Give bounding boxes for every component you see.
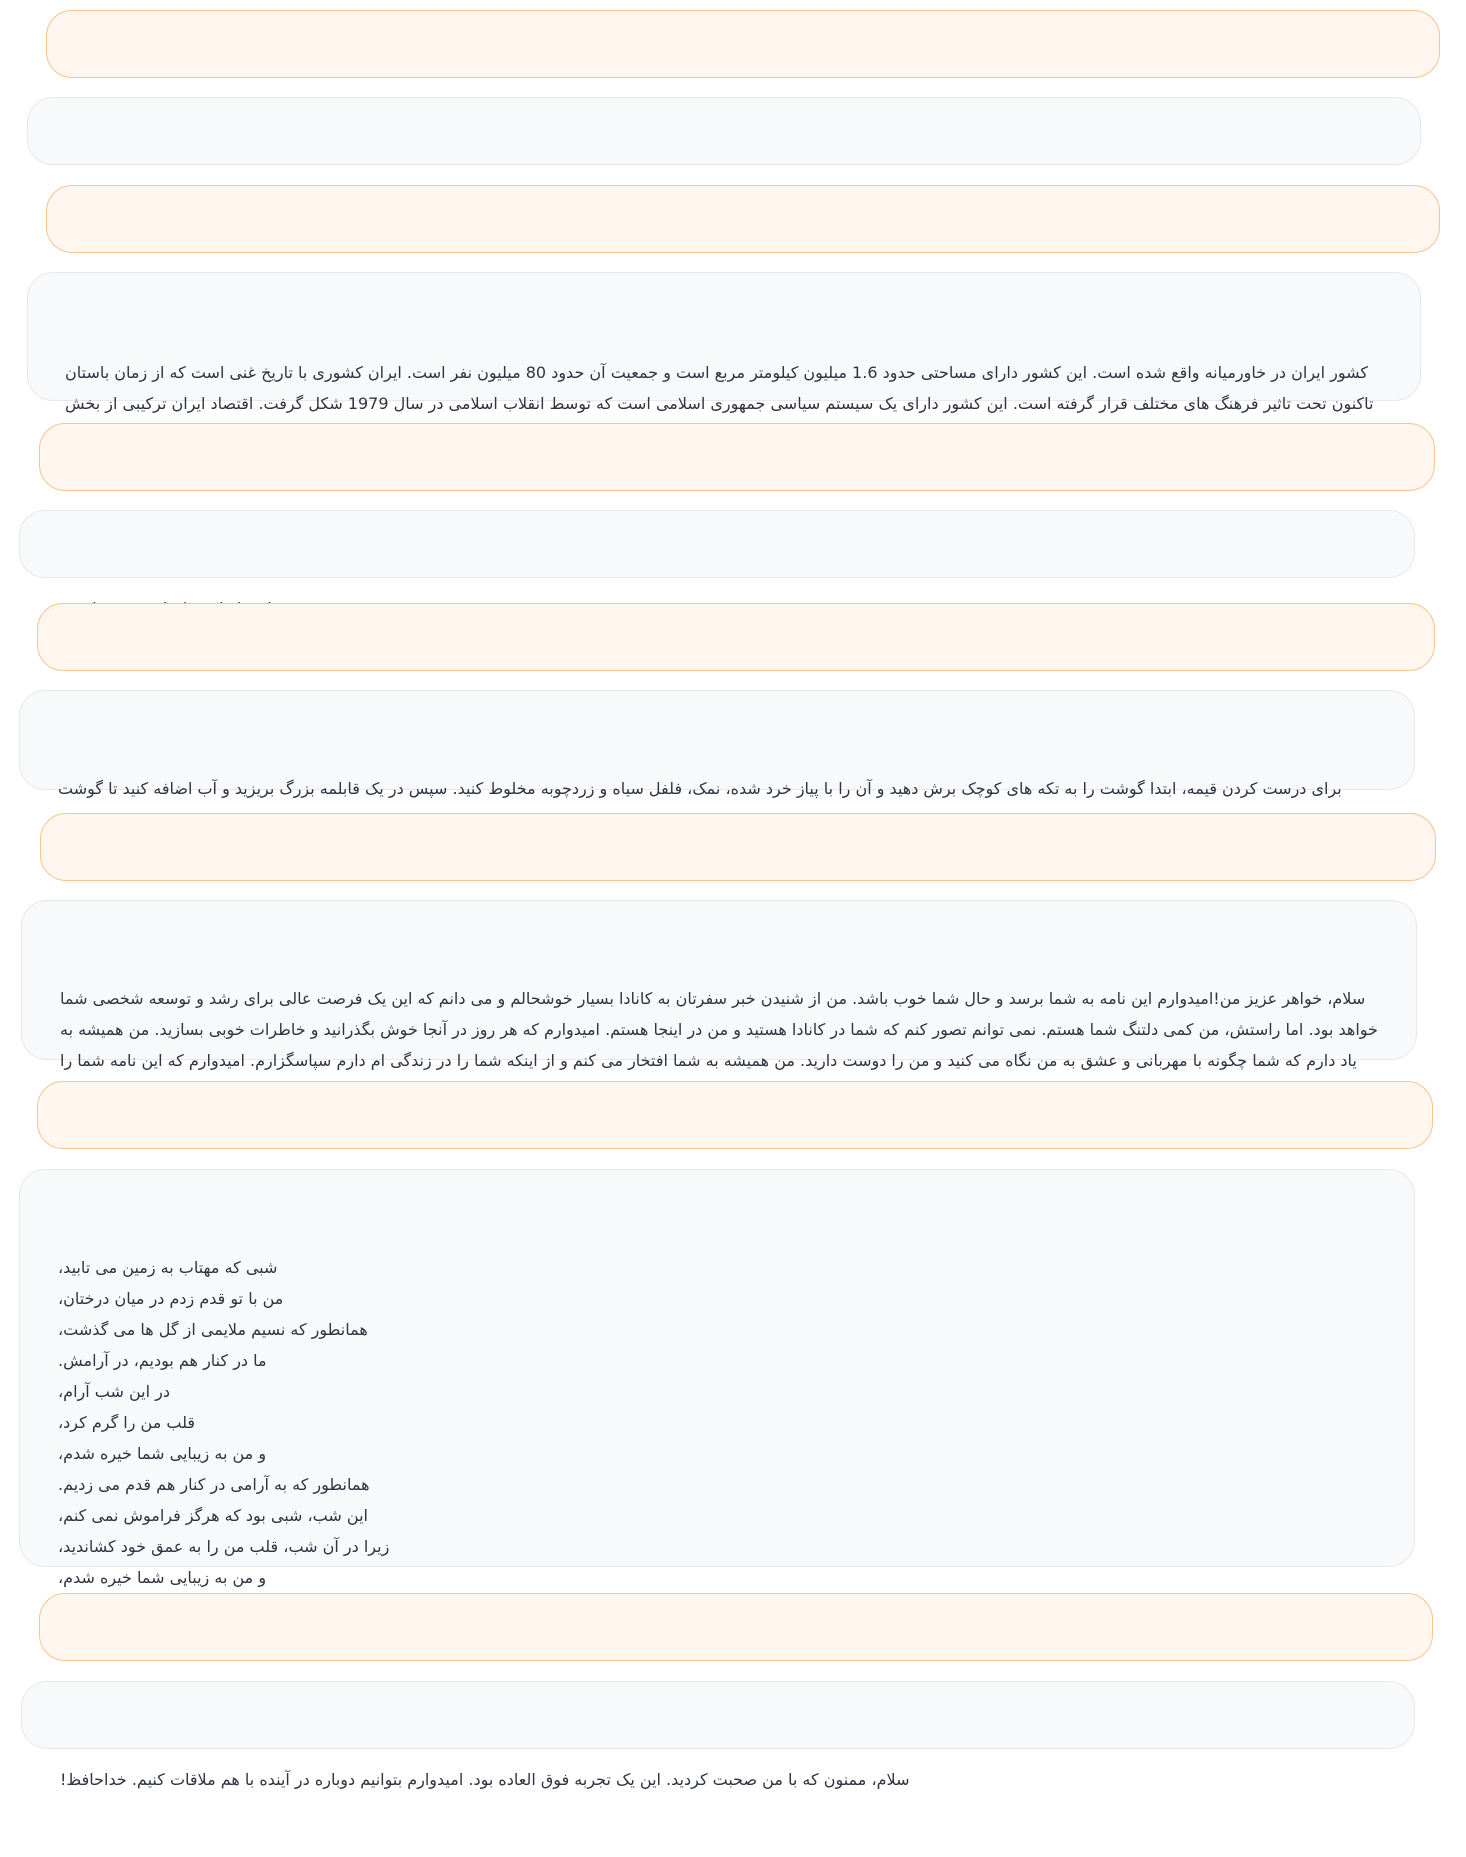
assistant-message [27, 272, 1421, 413]
user-message [46, 185, 1440, 253]
message-text: ،شبی که مهتاب به زمین می تابید ،من با تو قدم زدم در میان درختان ،همانطور که نسیم ملایمی از گل ها می گذشت .ما در کنار هم بودیم، در آرامش ،در این شب آرام ،قلب من را گرم کرد ،و من به زیبایی شما خیره شدم .همانطور که به آرامی در کنار هم قدم می زدیم ،این شب، شبی بود که هرگز فراموش نمی کنم ،زیرا در آن شب، قلب من را به عمق خود کشاندید ،و من به زیبایی شما خیره شدم [58, 1258, 390, 1587]
user-message [37, 1081, 1433, 1149]
message-text: سلام، خواهر عزیز من!امیدوارم این نامه به شما برسد و حال شما خوب باشد. من از شنیدن خبر سفرتان به کانادا بسیار خوشحالم و می دانم که این یک فرصت عالی برای رشد و توسعه شخصی شما خواهد بود. اما راستش، من کمی دلتنگ شما هستم. نمی توانم تصور کنم که شما در کانادا هستید و من در اینجا هستم. امیدوارم که هر روز در آنجا خوش بگذرانید و خاطرات خوبی بسازید. من همیشه به یاد دارم که شما چگونه با مهربانی و عشق به من نگاه می کنید و من را دوست دارید. من همیشه به شما افتخار می کنم و از اینکه شما را در زندگی ام دارم سپاسگزارم. امیدوارم که این نامه شما را [60, 989, 1378, 1070]
user-message [40, 813, 1436, 881]
assistant-message [19, 690, 1415, 798]
user-message [39, 423, 1435, 491]
assistant-message [21, 900, 1417, 1070]
assistant-message [21, 1681, 1415, 1789]
user-message [46, 10, 1440, 78]
assistant-message [19, 1169, 1415, 1587]
assistant-message [19, 510, 1415, 578]
message-text: کشور ایران در خاورمیانه واقع شده است. این کشور دارای مساحتی حدود 1.6 میلیون کیلومتر مربع است و جمعیت آن حدود 80 میلیون نفر است. ایران کشوری با تاریخ غنی است که از زمان باستان تاکنون تحت تاثیر فرهنگ های مختلف قرار گرفته است. این کشور دارای یک سیستم سیاسی جمهوری اسلامی است که توسط انقلاب اسلامی در سال 1979 شکل گرفت. اقتصاد ایران ترکیبی از بخش [65, 363, 1374, 413]
message-text: !سلام، ممنون که با من صحبت کردید. این یک تجربه فوق العاده بود. امیدوارم بتوانیم دوباره در آینده با هم ملاقات کنیم. خداحافظ [60, 1770, 910, 1789]
user-message [37, 603, 1435, 671]
user-message [39, 1593, 1433, 1661]
message-text: برای درست کردن قیمه، ابتدا گوشت را به تکه های کوچک برش دهید و آن را با پیاز خرد شده، نمک، فلفل سیاه و زردچوبه مخلوط کنید. سپس در یک قابلمه بزرگ بریزید و آب اضافه کنید تا گوشت [58, 779, 1342, 798]
assistant-message [27, 97, 1421, 165]
